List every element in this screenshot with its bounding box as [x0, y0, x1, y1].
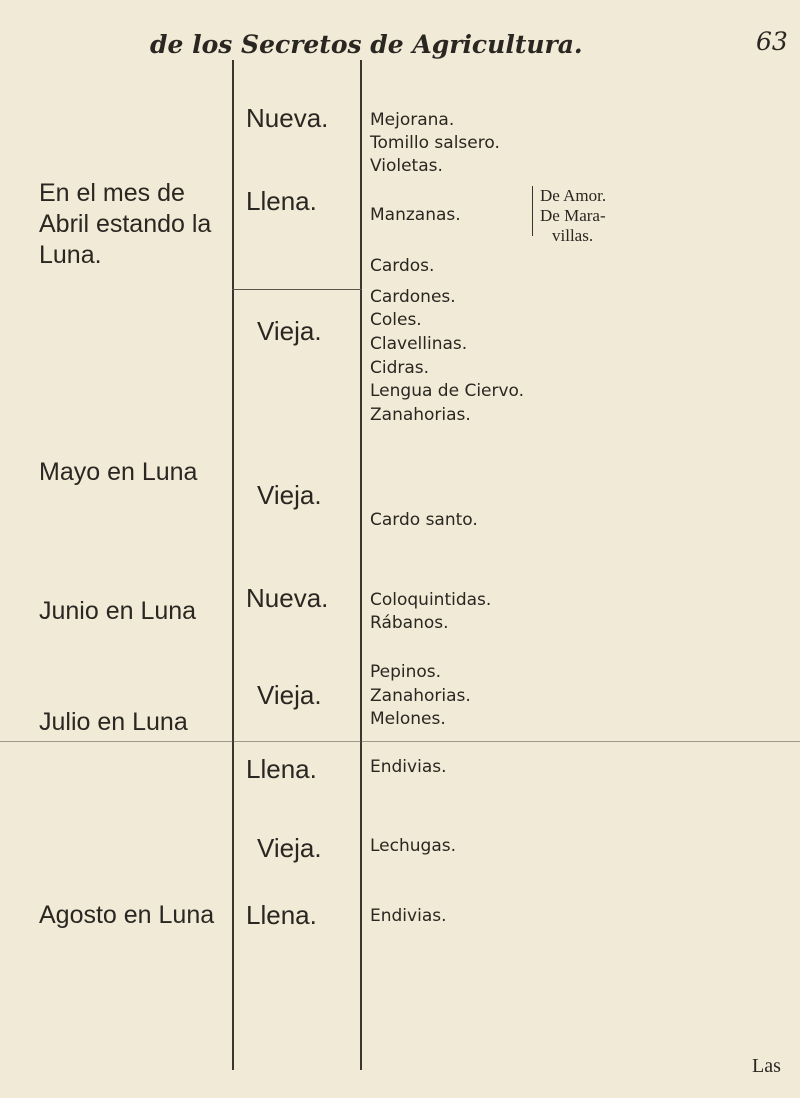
month-julio: Julio en Luna: [39, 708, 188, 736]
running-title: de los Secretos de Agricultura.: [150, 30, 583, 59]
phase-llena: Llena.: [246, 754, 317, 784]
apple-varieties-bracket: [532, 186, 533, 236]
phase-vieja: Vieja.: [257, 480, 322, 510]
apple-variety: villas.: [552, 226, 594, 245]
phase-vieja: Vieja.: [257, 833, 322, 863]
month-abril: En el mes de Abril estando la Luna.: [39, 179, 212, 269]
plant-item: Coloquintidas.: [370, 590, 492, 610]
plant-item: Endivias.: [370, 906, 447, 926]
plant-item: Pepinos.: [370, 662, 442, 682]
plant-item: Zanahorias.: [370, 686, 471, 706]
plant-item: Tomillo salsero.: [370, 133, 500, 153]
month-agosto: Agosto en Luna: [39, 901, 215, 929]
page-number: 63: [756, 27, 788, 56]
plant-item: Melones.: [370, 709, 446, 729]
catchword: Las: [752, 1055, 781, 1077]
plant-item: Cardo santo.: [370, 510, 478, 530]
phase-llena: Llena.: [246, 900, 317, 930]
column-rule-left: [232, 60, 234, 1070]
phase-nueva: Nueva.: [246, 583, 329, 613]
plant-item: Cardones.: [370, 287, 456, 307]
plant-item: Manzanas.: [370, 205, 461, 225]
apple-variety: De Amor.: [540, 186, 607, 205]
plant-item: Violetas.: [370, 156, 443, 176]
divider-julio: [0, 741, 800, 742]
plant-item: Mejorana.: [370, 110, 455, 130]
month-junio: Junio en Luna: [39, 597, 197, 625]
plant-item: Coles.: [370, 310, 422, 330]
divider-april-may: [232, 289, 362, 290]
plant-item: Lengua de Ciervo.: [370, 381, 525, 401]
plant-item: Clavellinas.: [370, 334, 468, 354]
month-mayo: Mayo en Luna: [39, 458, 198, 486]
phase-nueva: Nueva.: [246, 103, 329, 133]
phase-vieja: Vieja.: [257, 680, 322, 710]
plant-item: Cidras.: [370, 358, 430, 378]
column-rule-right: [360, 60, 362, 1070]
plant-item: Lechugas.: [370, 836, 456, 856]
phase-vieja: Vieja.: [257, 316, 322, 346]
apple-variety: De Mara-: [540, 206, 606, 225]
plant-item: Rábanos.: [370, 613, 449, 633]
plant-item: Cardos.: [370, 256, 435, 276]
plant-item: Zanahorias.: [370, 405, 471, 425]
phase-llena: Llena.: [246, 186, 317, 216]
plant-item: Endivias.: [370, 757, 447, 777]
